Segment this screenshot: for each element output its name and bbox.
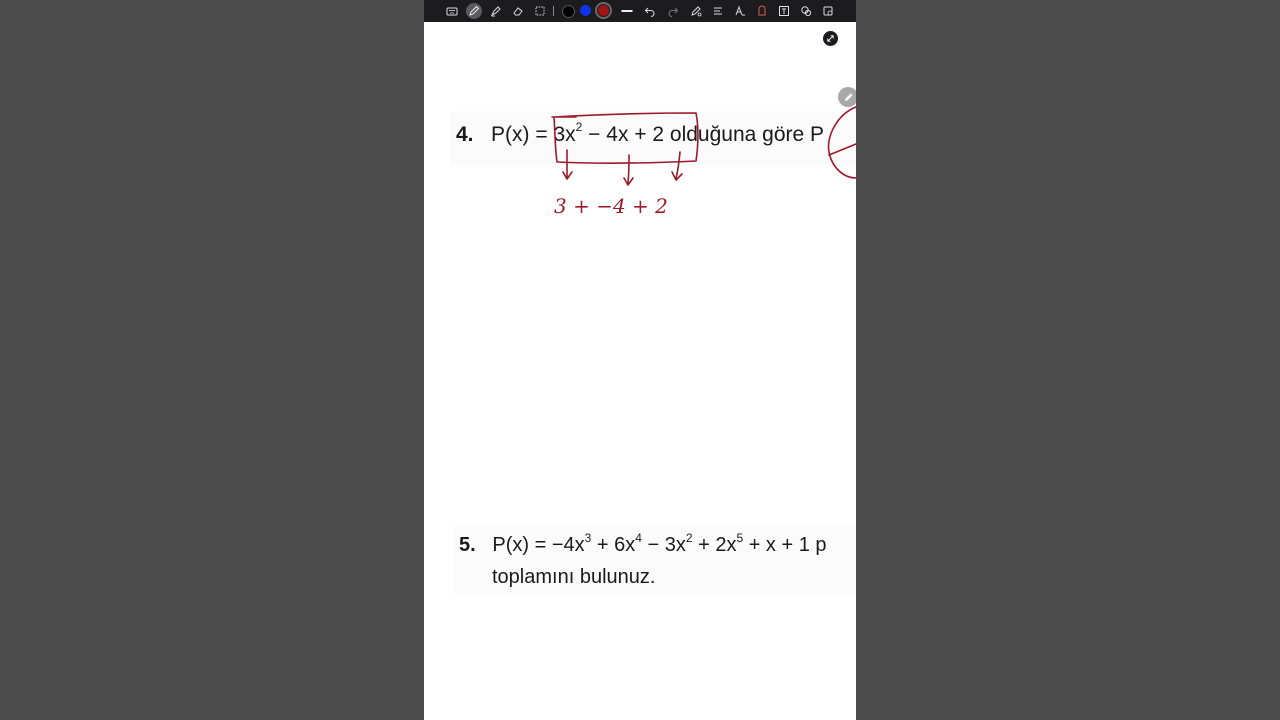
line-width-icon[interactable] [619, 3, 635, 19]
question-5-line-2: toplamını bulunuz. [492, 566, 656, 588]
q4-term1: 3x [553, 123, 576, 146]
q4-suffix: olduğuna göre P [664, 123, 825, 146]
q5-e: + x + 1 p [743, 534, 827, 556]
redo-icon[interactable] [665, 3, 681, 19]
color-swatch-red[interactable] [598, 5, 609, 16]
question-5-line-1 [459, 531, 827, 557]
shapes-icon[interactable] [688, 3, 704, 19]
question-4-text [456, 120, 825, 147]
undo-icon[interactable] [642, 3, 658, 19]
annotation-toolbar [424, 0, 856, 22]
tablet-screen [424, 0, 856, 720]
collapse-icon[interactable] [823, 31, 838, 46]
q5-exp-c: 2 [685, 531, 693, 545]
q5-b: + 6x [591, 534, 636, 556]
eraser-icon[interactable] [510, 3, 526, 19]
keyboard-icon[interactable] [444, 3, 460, 19]
text-box-icon[interactable] [776, 3, 792, 19]
color-swatch-black[interactable] [562, 5, 575, 18]
more-icon[interactable] [820, 3, 836, 19]
pen-icon[interactable] [466, 3, 482, 19]
lasso-icon[interactable] [798, 3, 814, 19]
pencil-icon[interactable] [838, 87, 856, 107]
question-4-block [450, 111, 856, 165]
question-4-number: 4. [456, 123, 474, 146]
color-swatch-blue[interactable] [580, 5, 591, 16]
q5-d: + 2x [692, 534, 737, 556]
q4-middle: − 4x + 2 [582, 123, 665, 146]
q5-exp-d: 5 [736, 531, 744, 545]
q5-exp-b: 4 [635, 531, 642, 545]
q4-exp1: 2 [575, 120, 583, 134]
handwritten-sum: 3 + −4 + 2 [554, 194, 668, 218]
ruler-icon[interactable] [754, 3, 770, 19]
question-5-number: 5. [459, 534, 476, 556]
q5-exp-a: 3 [584, 531, 592, 545]
text-icon[interactable] [732, 3, 748, 19]
question-5-block [454, 524, 856, 596]
handwritten-annotation-layer [424, 0, 856, 720]
toolbar-divider [553, 6, 554, 16]
text-style-icon[interactable] [710, 3, 726, 19]
highlighter-icon[interactable] [488, 3, 504, 19]
lasso-select-icon[interactable] [532, 3, 548, 19]
q4-prefix: P(x) = [491, 123, 554, 146]
q5-c: − 3x [641, 534, 686, 556]
q5-a: P(x) = −4x [492, 534, 585, 556]
